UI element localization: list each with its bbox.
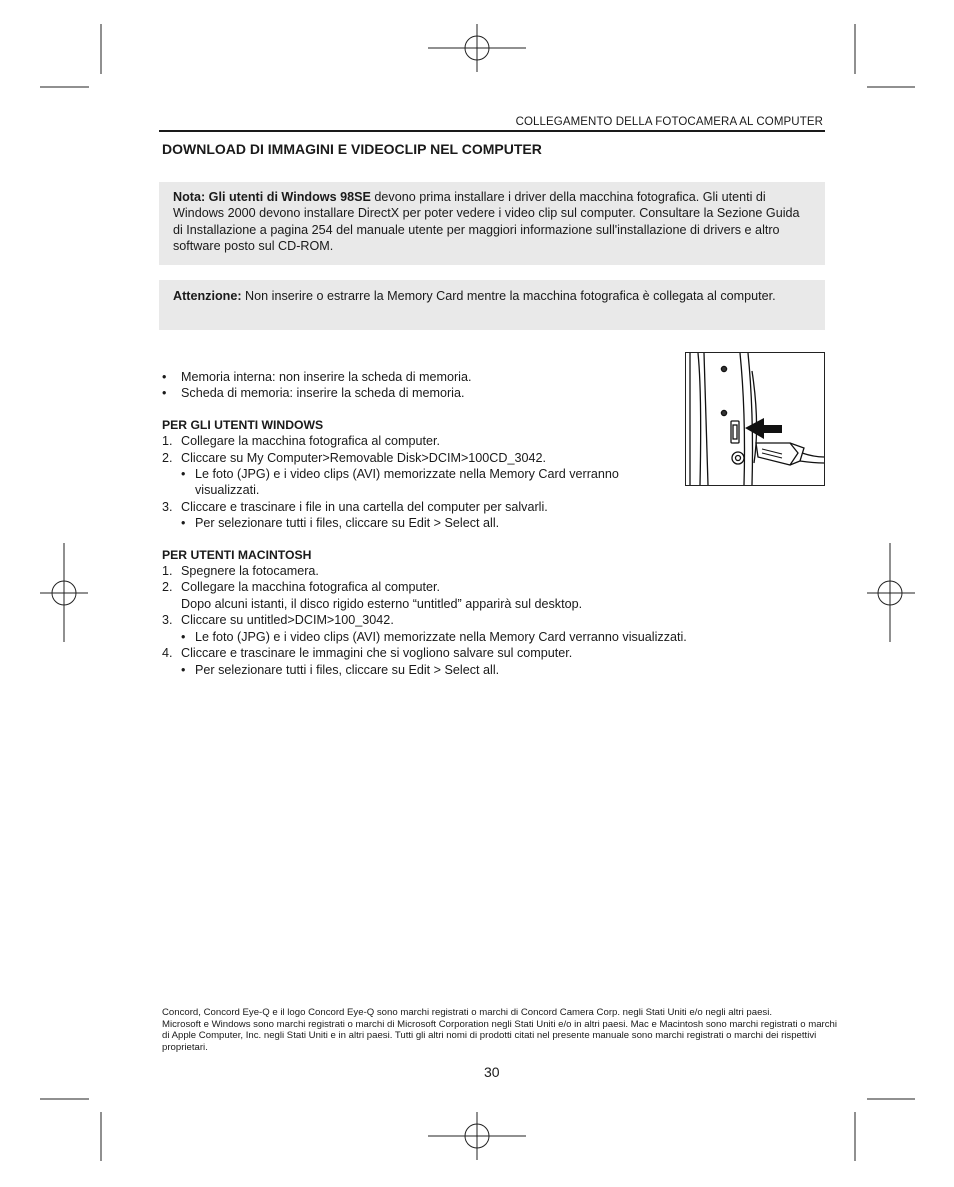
- list-item: • Scheda di memoria: inserire la scheda di memoria.: [162, 385, 742, 401]
- step-number: 4.: [162, 646, 173, 661]
- step-subitem: • Per selezionare tutti i files, cliccare su Edit > Select all.: [181, 515, 742, 531]
- step-item: [162, 563, 742, 579]
- step-item: [162, 645, 742, 678]
- note-label: Nota: Gli utenti di Windows 98SE: [173, 190, 371, 204]
- footer-line: Concord, Concord Eye-Q e il logo Concord Eye-Q sono marchi registrati o marchi di Concord Camera Corp. negli Stati Uniti e/o negli altri paesi.: [162, 1007, 773, 1018]
- warning-paragraph: [173, 288, 811, 304]
- note-text: devono prima installare i driver della macchina fotografica. Gli utenti di Windows 2000 devono installare DirectX per poter vedere i video clip sul computer. Consultare la Sezione Guida di Installazione a pagina 254 del manuale utente per maggiori informazione sull'installazione di drivers e altro software posto sul CD-ROM.: [173, 190, 800, 254]
- warning-label: Attenzione:: [173, 289, 242, 303]
- step-subitem: • Le foto (JPG) e i video clips (AVI) memorizzate nella Memory Card verranno visualizzati.: [181, 466, 645, 499]
- footer-line: Microsoft e Windows sono marchi registrati o marchi di Microsoft Corporation negli Stati Uniti e/o in altri paesi. Mac e Macintosh sono marchi registrati o marchi di Apple Computer, Inc. negli Stati Uniti e in altri paesi. Tutti gli altri nomi di prodotti citati nel presente manuale sono marchi registrati o marchi dei rispettivi proprietari.: [162, 1018, 838, 1053]
- step-number: 1.: [162, 564, 173, 579]
- step-item: [162, 612, 742, 645]
- mac-steps: [162, 563, 742, 678]
- step-number: 3.: [162, 613, 173, 628]
- page-title: DOWNLOAD DI IMMAGINI E VIDEOCLIP NEL COMPUTER: [162, 141, 542, 157]
- step-text: Collegare la macchina fotografica al computer.: [181, 580, 441, 595]
- step-item: [162, 499, 742, 532]
- step-number: 2.: [162, 580, 173, 595]
- step-text: Collegare la macchina fotografica al computer.: [181, 434, 441, 449]
- step-text: Spegnere la fotocamera.: [181, 564, 319, 579]
- note-box: [159, 182, 825, 265]
- warning-text: Non inserire o estrarre la Memory Card mentre la macchina fotografica è collegata al computer.: [241, 289, 776, 303]
- warning-box: [159, 280, 825, 330]
- windows-section-title: PER GLI UTENTI WINDOWS: [162, 417, 324, 432]
- windows-steps: [162, 433, 742, 531]
- step-subitem: • Per selezionare tutti i files, cliccare su Edit > Select all.: [181, 662, 742, 678]
- memory-list: [162, 369, 742, 402]
- list-item: • Memoria interna: non inserire la scheda di memoria.: [162, 369, 742, 385]
- step-item: [162, 450, 742, 499]
- main-content: [162, 369, 742, 678]
- note-paragraph: [173, 189, 811, 255]
- step-number: 3.: [162, 499, 173, 514]
- step-subitem: • Le foto (JPG) e i video clips (AVI) memorizzate nella Memory Card verranno visualizzati.: [181, 629, 755, 645]
- step-text: Cliccare su untitled>DCIM>100_3042.: [181, 613, 394, 628]
- step-text: Cliccare e trascinare le immagini che si vogliono salvare sul computer.: [181, 646, 573, 661]
- step-number: 2.: [162, 450, 173, 465]
- mac-section-title: PER UTENTI MACINTOSH: [162, 547, 312, 562]
- step-item: [162, 579, 742, 612]
- step-text: Cliccare e trascinare i file in una cartella del computer per salvarli.: [181, 499, 548, 514]
- step-continuation: Dopo alcuni istanti, il disco rigido esterno “untitled” apparirà sul desktop.: [181, 596, 583, 611]
- step-number: 1.: [162, 434, 173, 449]
- page-number: 30: [484, 1064, 500, 1080]
- trademark-footer: [162, 1007, 842, 1053]
- step-item: [162, 433, 742, 449]
- header-rule: [159, 130, 825, 132]
- step-text: Cliccare su My Computer>Removable Disk>DCIM>100CD_3042.: [181, 450, 547, 465]
- running-header: COLLEGAMENTO DELLA FOTOCAMERA AL COMPUTER: [515, 116, 823, 128]
